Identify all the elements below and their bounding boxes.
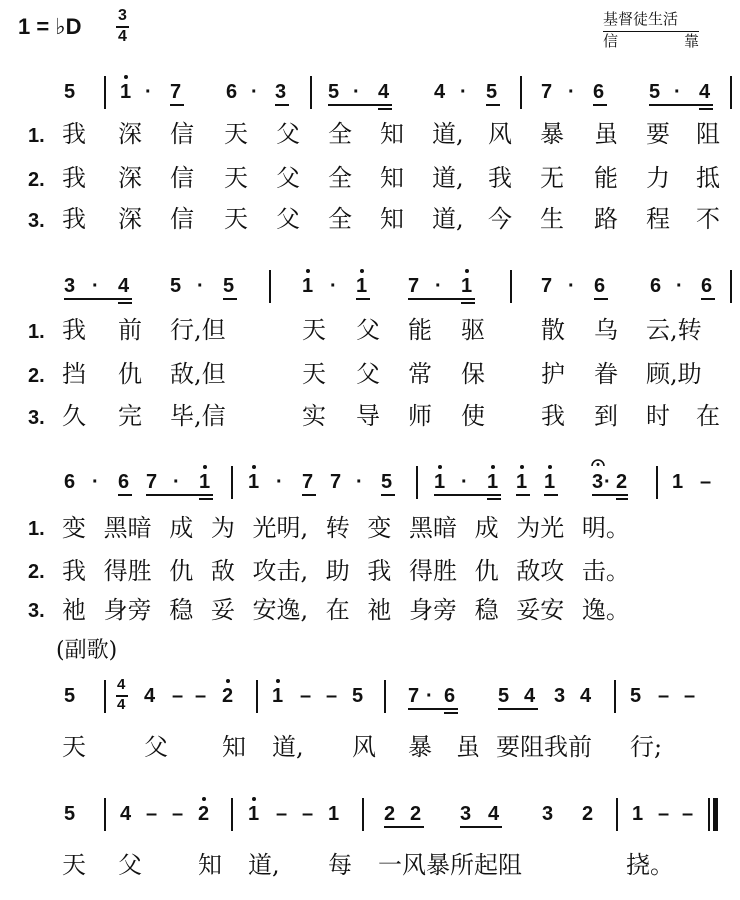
dash: – xyxy=(172,803,184,825)
lyric-line: 祂 身旁 稳 妥 安逸, 在 祂 身旁 稳 妥安 逸。 xyxy=(62,596,630,624)
underline xyxy=(460,826,502,828)
lyric-syllable: 道, xyxy=(432,164,464,192)
lyric-syllable: 道, xyxy=(432,205,464,233)
underline xyxy=(701,298,715,300)
underline xyxy=(616,498,628,500)
time-signature-bottom: 4 xyxy=(117,696,126,713)
note: 4 xyxy=(524,685,536,707)
note: 5 xyxy=(486,81,498,103)
underline xyxy=(408,708,458,710)
note: 1 xyxy=(544,471,556,493)
lyric-syllable: 前 xyxy=(118,316,142,344)
dot: · xyxy=(568,275,575,297)
dot: · xyxy=(276,471,283,493)
barline xyxy=(656,466,658,499)
underline xyxy=(302,494,316,496)
underline xyxy=(461,302,475,304)
lyric-syllable: 父 xyxy=(276,120,300,148)
note: 4 xyxy=(488,803,500,825)
note: 3 xyxy=(275,81,287,103)
key-signature: 1 = ♭D xyxy=(18,14,82,39)
lyric-syllable: 要阻我前 xyxy=(496,733,592,761)
note: 7 xyxy=(302,471,314,493)
time-signature-bottom: 4 xyxy=(118,28,127,45)
lyric-syllable: 深 xyxy=(118,120,142,148)
final-barline-thin xyxy=(708,798,710,831)
verse-number: 1. xyxy=(28,125,45,147)
lyric-syllable: 我 xyxy=(62,316,86,344)
dash: – xyxy=(658,685,670,707)
underline xyxy=(487,498,501,500)
note: 1 xyxy=(672,471,684,493)
fermata-icon xyxy=(591,456,605,468)
lyric-syllable: 驱 xyxy=(461,316,485,344)
lyric-syllable: 天 xyxy=(62,733,86,761)
note: 1 xyxy=(248,471,260,493)
dot: · xyxy=(92,275,99,297)
barline xyxy=(416,466,418,499)
lyric-syllable: 道, xyxy=(248,851,280,879)
lyric-syllable: 乌 xyxy=(594,316,618,344)
barline xyxy=(510,270,512,303)
verse-number: 1. xyxy=(28,518,45,540)
dot: · xyxy=(356,471,363,493)
underline xyxy=(328,104,392,106)
chorus-label: (副歌) xyxy=(56,638,118,663)
lyric-syllable: 父 xyxy=(144,733,168,761)
lyric-syllable: 我 xyxy=(62,205,86,233)
lyric-syllable: 信 xyxy=(170,164,194,192)
lyric-syllable: 虽 xyxy=(594,120,618,148)
lyric-syllable: 天 xyxy=(224,205,248,233)
note: 7 xyxy=(408,685,420,707)
underline xyxy=(64,298,132,300)
verse-number: 2. xyxy=(28,365,45,387)
lyric-line: 变 黑暗 成 为 光明, 转 变 黑暗 成 为光 明。 xyxy=(62,514,630,542)
note: 1 xyxy=(199,471,211,493)
underline xyxy=(649,104,713,106)
note: 6 xyxy=(444,685,456,707)
note: 3 xyxy=(592,471,604,493)
lyric-syllable: 到 xyxy=(594,402,618,430)
underline xyxy=(593,104,607,106)
note: 1 xyxy=(516,471,528,493)
underline xyxy=(381,494,395,496)
note: 1 xyxy=(248,803,260,825)
lyric-syllable: 挡 xyxy=(62,360,86,388)
lyric-syllable: 信 xyxy=(170,205,194,233)
lyric-syllable: 知 xyxy=(222,733,246,761)
lyric-syllable: 眷 xyxy=(594,360,618,388)
underline xyxy=(594,298,608,300)
lyric-syllable: 天 xyxy=(224,164,248,192)
lyric-syllable: 完 xyxy=(118,402,142,430)
lyric-syllable: 抵 xyxy=(696,164,720,192)
dot: · xyxy=(251,81,258,103)
note: 2 xyxy=(384,803,396,825)
note: 5 xyxy=(64,685,76,707)
note: 3 xyxy=(542,803,554,825)
lyric-syllable: 全 xyxy=(328,164,352,192)
underline xyxy=(146,494,213,496)
lyric-syllable: 知 xyxy=(380,120,404,148)
lyric-syllable: 父 xyxy=(276,205,300,233)
lyric-syllable: 暴 xyxy=(540,120,564,148)
lyric-syllable: 一风暴所起阻 xyxy=(378,851,522,879)
high-octave-dot xyxy=(360,269,364,273)
underline xyxy=(486,104,500,106)
barline xyxy=(231,466,233,499)
dot: · xyxy=(173,471,180,493)
note: 7 xyxy=(541,81,553,103)
note: 7 xyxy=(330,471,342,493)
dash: – xyxy=(195,685,207,707)
lyric-syllable: 今 xyxy=(488,205,512,233)
lyric-syllable: 阻 xyxy=(696,120,720,148)
underline xyxy=(544,494,558,496)
note: 4 xyxy=(699,81,711,103)
lyric-syllable: 要 xyxy=(646,120,670,148)
note: 5 xyxy=(223,275,235,297)
note: 5 xyxy=(649,81,661,103)
underline xyxy=(118,494,132,496)
note: 6 xyxy=(701,275,713,297)
dot: · xyxy=(197,275,204,297)
lyric-syllable: 虽 xyxy=(456,733,480,761)
lyric-syllable: 天 xyxy=(302,316,326,344)
note: 1 xyxy=(328,803,340,825)
dash: – xyxy=(700,471,712,493)
note: 1 xyxy=(120,81,132,103)
underline xyxy=(170,104,184,106)
barline xyxy=(104,680,106,713)
note: 5 xyxy=(352,685,364,707)
lyric-syllable: 常 xyxy=(408,360,432,388)
underline xyxy=(275,104,289,106)
underline xyxy=(444,712,458,714)
high-octave-dot xyxy=(548,465,552,469)
note: 6 xyxy=(594,275,606,297)
verse-number: 2. xyxy=(28,561,45,583)
note: 3 xyxy=(64,275,76,297)
note: 5 xyxy=(64,81,76,103)
note: 6 xyxy=(226,81,238,103)
note: 2 xyxy=(222,685,234,707)
underline xyxy=(384,826,424,828)
note: 3 xyxy=(554,685,566,707)
underline xyxy=(223,298,237,300)
barline xyxy=(730,270,732,303)
dash: – xyxy=(172,685,184,707)
verse-number: 3. xyxy=(28,600,45,622)
lyric-syllable: 每 xyxy=(328,851,352,879)
lyric-syllable: 程 xyxy=(646,205,670,233)
note: 6 xyxy=(64,471,76,493)
lyric-syllable: 久 xyxy=(62,402,86,430)
lyric-syllable: 导 xyxy=(356,402,380,430)
note: 1 xyxy=(434,471,446,493)
verse-number: 3. xyxy=(28,407,45,429)
barline xyxy=(104,798,106,831)
time-signature-top: 4 xyxy=(117,676,126,693)
subtitle-credit: 信靠 xyxy=(603,32,699,50)
note: 4 xyxy=(120,803,132,825)
lyric-syllable: 云,转 xyxy=(646,316,702,344)
dash: – xyxy=(658,803,670,825)
note: 1 xyxy=(272,685,284,707)
dot: · xyxy=(676,275,683,297)
underline xyxy=(699,108,713,110)
note: 6 xyxy=(593,81,605,103)
dash: – xyxy=(146,803,158,825)
note: 4 xyxy=(434,81,446,103)
underline xyxy=(592,494,628,496)
lyric-syllable: 师 xyxy=(408,402,432,430)
high-octave-dot xyxy=(252,797,256,801)
high-octave-dot xyxy=(202,797,206,801)
lyric-syllable: 全 xyxy=(328,120,352,148)
note: 5 xyxy=(64,803,76,825)
note: 1 xyxy=(356,275,368,297)
barline xyxy=(310,76,312,109)
note: 5 xyxy=(630,685,642,707)
lyric-syllable: 生 xyxy=(540,205,564,233)
lyric-syllable: 无 xyxy=(540,164,564,192)
note: 4 xyxy=(378,81,390,103)
note: 2 xyxy=(410,803,422,825)
dot: · xyxy=(674,81,681,103)
note: 4 xyxy=(118,275,130,297)
lyric-syllable: 我 xyxy=(488,164,512,192)
barline xyxy=(614,680,616,713)
lyric-syllable: 信 xyxy=(170,120,194,148)
underline xyxy=(498,708,538,710)
lyric-syllable: 顾,助 xyxy=(646,360,702,388)
note: 3 xyxy=(460,803,472,825)
dot: · xyxy=(604,471,611,493)
note: 7 xyxy=(170,81,182,103)
dot: · xyxy=(461,471,468,493)
note: 7 xyxy=(541,275,553,297)
title-credit: 基督徒生活 xyxy=(603,10,679,28)
dash: – xyxy=(300,685,312,707)
lyric-syllable: 仇 xyxy=(118,360,142,388)
note: 2 xyxy=(616,471,628,493)
note: 4 xyxy=(144,685,156,707)
barline xyxy=(256,680,258,713)
lyric-syllable: 道, xyxy=(432,120,464,148)
lyric-syllable: 散 xyxy=(541,316,565,344)
lyric-syllable: 敌,但 xyxy=(170,360,226,388)
lyric-syllable: 深 xyxy=(118,205,142,233)
lyric-syllable: 挠。 xyxy=(626,851,674,879)
high-octave-dot xyxy=(306,269,310,273)
note: 5 xyxy=(381,471,393,493)
dot: · xyxy=(92,471,99,493)
dash: – xyxy=(684,685,696,707)
lyric-syllable: 时 xyxy=(646,402,670,430)
dot: · xyxy=(426,685,433,707)
note: 1 xyxy=(302,275,314,297)
note: 6 xyxy=(118,471,130,493)
underline xyxy=(199,498,213,500)
dot: · xyxy=(330,275,337,297)
barline xyxy=(384,680,386,713)
lyric-syllable: 不 xyxy=(696,205,720,233)
lyric-syllable: 保 xyxy=(461,360,485,388)
high-octave-dot xyxy=(276,679,280,683)
lyric-syllable: 暴 xyxy=(408,733,432,761)
lyric-syllable: 父 xyxy=(356,316,380,344)
dash: – xyxy=(276,803,288,825)
verse-number: 1. xyxy=(28,321,45,343)
lyric-syllable: 使 xyxy=(461,402,485,430)
lyric-syllable: 能 xyxy=(594,164,618,192)
lyric-syllable: 天 xyxy=(302,360,326,388)
lyric-syllable: 毕,信 xyxy=(170,402,226,430)
underline xyxy=(434,494,501,496)
note: 7 xyxy=(146,471,158,493)
note: 2 xyxy=(198,803,210,825)
lyric-syllable: 知 xyxy=(380,164,404,192)
barline xyxy=(520,76,522,109)
high-octave-dot xyxy=(438,465,442,469)
underline xyxy=(378,108,392,110)
lyric-syllable: 父 xyxy=(356,360,380,388)
lyric-syllable: 行,但 xyxy=(170,316,226,344)
lyric-syllable: 知 xyxy=(198,851,222,879)
underline xyxy=(408,298,475,300)
lyric-syllable: 风 xyxy=(488,120,512,148)
underline xyxy=(516,494,530,496)
lyric-syllable: 风 xyxy=(352,733,376,761)
lyric-syllable: 全 xyxy=(328,205,352,233)
high-octave-dot xyxy=(226,679,230,683)
lyric-syllable: 力 xyxy=(646,164,670,192)
barline xyxy=(269,270,271,303)
dot: · xyxy=(145,81,152,103)
underline xyxy=(356,298,370,300)
lyric-syllable: 天 xyxy=(224,120,248,148)
lyric-syllable: 我 xyxy=(62,164,86,192)
underline xyxy=(118,302,132,304)
high-octave-dot xyxy=(465,269,469,273)
note: 1 xyxy=(461,275,473,297)
dot: · xyxy=(568,81,575,103)
barline xyxy=(362,798,364,831)
high-octave-dot xyxy=(203,465,207,469)
high-octave-dot xyxy=(520,465,524,469)
dot: · xyxy=(435,275,442,297)
note: 5 xyxy=(328,81,340,103)
lyric-syllable: 能 xyxy=(408,316,432,344)
dot: · xyxy=(353,81,360,103)
dash: – xyxy=(682,803,694,825)
barline xyxy=(730,76,732,109)
lyric-line: 我 得胜 仇 敌 攻击, 助 我 得胜 仇 敌攻 击。 xyxy=(62,557,630,585)
note: 1 xyxy=(632,803,644,825)
high-octave-dot xyxy=(491,465,495,469)
lyric-syllable: 我 xyxy=(62,120,86,148)
lyric-syllable: 知 xyxy=(380,205,404,233)
lyric-syllable: 我 xyxy=(541,402,565,430)
lyric-syllable: 护 xyxy=(541,360,565,388)
dot: · xyxy=(460,81,467,103)
lyric-syllable: 父 xyxy=(118,851,142,879)
dash: – xyxy=(302,803,314,825)
note: 5 xyxy=(498,685,510,707)
note: 6 xyxy=(650,275,662,297)
high-octave-dot xyxy=(124,75,128,79)
lyric-syllable: 实 xyxy=(302,402,326,430)
final-barline-thick xyxy=(713,798,718,831)
high-octave-dot xyxy=(252,465,256,469)
lyric-syllable: 道, xyxy=(272,733,304,761)
note: 4 xyxy=(580,685,592,707)
note: 7 xyxy=(408,275,420,297)
note: 2 xyxy=(582,803,594,825)
verse-number: 3. xyxy=(28,210,45,232)
lyric-syllable: 在 xyxy=(696,402,720,430)
verse-number: 2. xyxy=(28,169,45,191)
barline xyxy=(231,798,233,831)
lyric-syllable: 天 xyxy=(62,851,86,879)
lyric-syllable: 路 xyxy=(594,205,618,233)
note: 1 xyxy=(487,471,499,493)
lyric-syllable: 父 xyxy=(276,164,300,192)
barline xyxy=(616,798,618,831)
dash: – xyxy=(326,685,338,707)
lyric-syllable: 行; xyxy=(630,733,663,761)
note: 5 xyxy=(170,275,182,297)
barline xyxy=(104,76,106,109)
lyric-syllable: 深 xyxy=(118,164,142,192)
time-signature-top: 3 xyxy=(118,7,127,24)
